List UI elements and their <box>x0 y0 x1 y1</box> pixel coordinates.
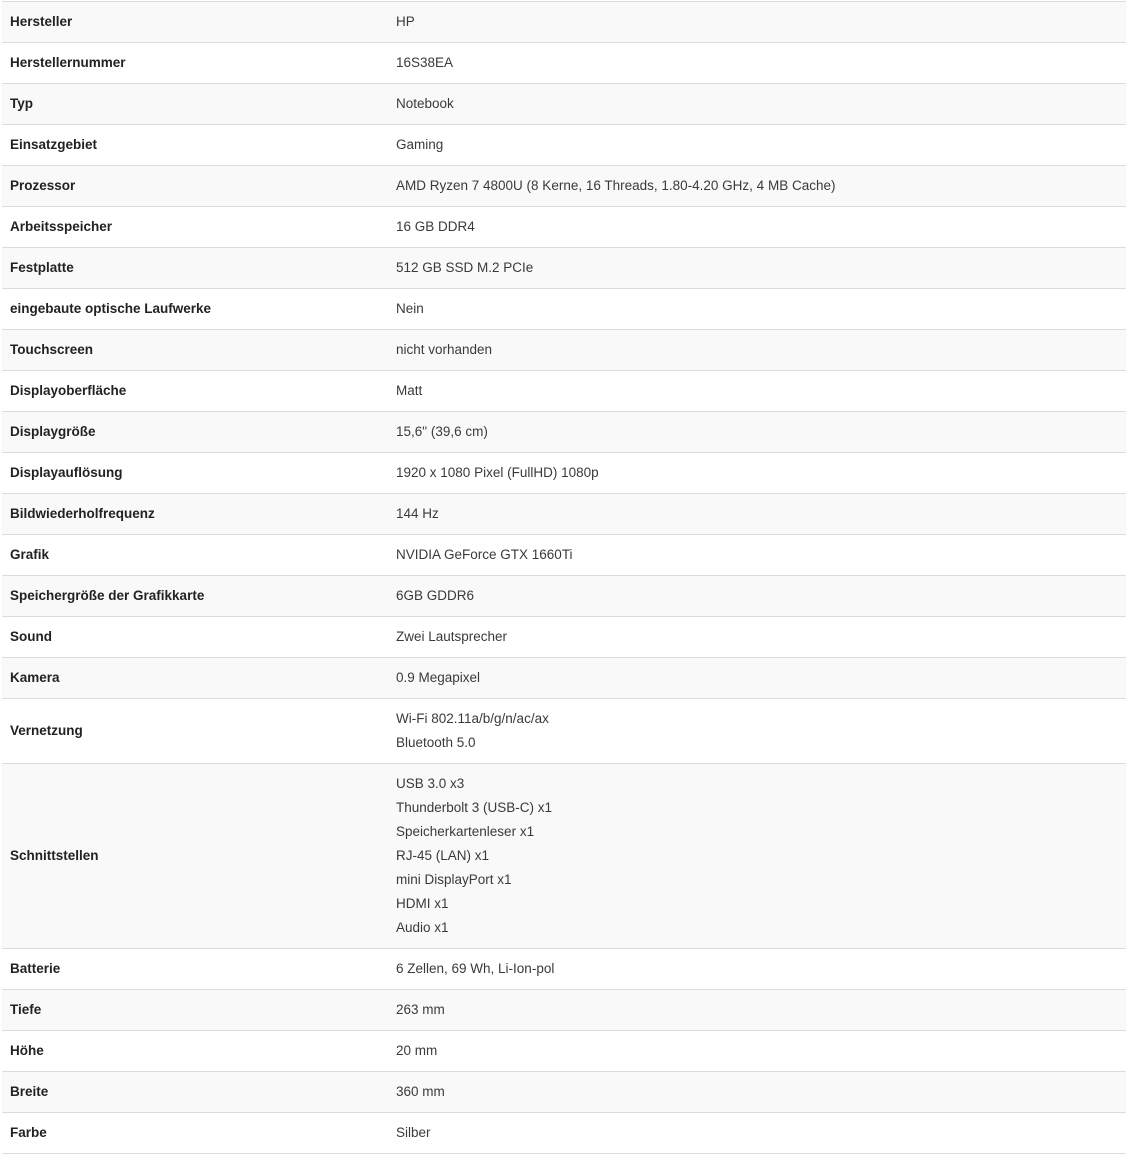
spec-value <box>396 453 1126 494</box>
spec-value-line: 15,6" (39,6 cm) <box>396 424 488 439</box>
spec-value <box>396 1031 1126 1072</box>
spec-value-line: Thunderbolt 3 (USB-C) x1 <box>396 800 553 815</box>
spec-value <box>396 289 1126 330</box>
spec-label: Grafik <box>2 535 396 576</box>
spec-label: Tiefe <box>2 990 396 1031</box>
spec-value <box>396 330 1126 371</box>
spec-table <box>2 1 1126 1154</box>
spec-row <box>2 2 1126 43</box>
spec-label: Höhe <box>2 1031 396 1072</box>
spec-label: Farbe <box>2 1113 396 1154</box>
spec-row <box>2 453 1126 494</box>
spec-value-line: 20 mm <box>396 1043 438 1058</box>
spec-value-line: USB 3.0 x3 <box>396 776 465 791</box>
spec-value <box>396 1072 1126 1113</box>
spec-value-line: 6 Zellen, 69 Wh, Li-Ion-pol <box>396 961 555 976</box>
spec-row <box>2 166 1126 207</box>
spec-row <box>2 1113 1126 1154</box>
spec-value-line: Gaming <box>396 137 444 152</box>
spec-row <box>2 330 1126 371</box>
spec-label: Schnittstellen <box>2 764 396 949</box>
spec-row <box>2 125 1126 166</box>
spec-row <box>2 43 1126 84</box>
spec-row <box>2 1031 1126 1072</box>
spec-value-line: 512 GB SSD M.2 PCIe <box>396 260 534 275</box>
spec-row <box>2 371 1126 412</box>
spec-table-body <box>2 2 1126 1154</box>
spec-label: eingebaute optische Laufwerke <box>2 289 396 330</box>
spec-row <box>2 617 1126 658</box>
spec-value-line: Speicherkartenleser x1 <box>396 824 535 839</box>
spec-value <box>396 43 1126 84</box>
spec-value-line: 263 mm <box>396 1002 445 1017</box>
spec-value-line: nicht vorhanden <box>396 342 493 357</box>
spec-value <box>396 207 1126 248</box>
spec-label: Touchscreen <box>2 330 396 371</box>
spec-value-line: RJ-45 (LAN) x1 <box>396 848 490 863</box>
spec-row <box>2 1072 1126 1113</box>
spec-value <box>396 990 1126 1031</box>
spec-value <box>396 494 1126 535</box>
spec-value <box>396 248 1126 289</box>
spec-value <box>396 371 1126 412</box>
spec-value-line: 16 GB DDR4 <box>396 219 475 234</box>
spec-label: Speichergröße der Grafikkarte <box>2 576 396 617</box>
spec-value <box>396 658 1126 699</box>
spec-value <box>396 617 1126 658</box>
spec-value-line: Notebook <box>396 96 454 111</box>
spec-row <box>2 412 1126 453</box>
spec-value <box>396 1113 1126 1154</box>
spec-row <box>2 658 1126 699</box>
spec-label: Herstellernummer <box>2 43 396 84</box>
spec-row <box>2 535 1126 576</box>
spec-value-line: Audio x1 <box>396 920 449 935</box>
spec-row <box>2 764 1126 949</box>
spec-value <box>396 576 1126 617</box>
spec-label: Kamera <box>2 658 396 699</box>
spec-value-line: Zwei Lautsprecher <box>396 629 508 644</box>
spec-value <box>396 125 1126 166</box>
spec-value-line: HP <box>396 14 415 29</box>
spec-label: Displayoberfläche <box>2 371 396 412</box>
spec-row <box>2 576 1126 617</box>
spec-label: Sound <box>2 617 396 658</box>
spec-value-line: 0.9 Megapixel <box>396 670 481 685</box>
spec-value-line: 6GB GDDR6 <box>396 588 475 603</box>
spec-label: Displaygröße <box>2 412 396 453</box>
spec-row <box>2 699 1126 764</box>
spec-row <box>2 248 1126 289</box>
spec-value <box>396 535 1126 576</box>
spec-value-line: 16S38EA <box>396 55 454 70</box>
spec-label: Bildwiederholfrequenz <box>2 494 396 535</box>
spec-value <box>396 2 1126 43</box>
spec-label: Displayauflösung <box>2 453 396 494</box>
spec-label: Prozessor <box>2 166 396 207</box>
spec-row <box>2 949 1126 990</box>
spec-label: Breite <box>2 1072 396 1113</box>
spec-value-line: 360 mm <box>396 1084 445 1099</box>
spec-value-line: Nein <box>396 301 424 316</box>
spec-label: Batterie <box>2 949 396 990</box>
spec-label: Hersteller <box>2 2 396 43</box>
spec-value-line: 1920 x 1080 Pixel (FullHD) 1080p <box>396 465 599 480</box>
spec-value <box>396 949 1126 990</box>
spec-value <box>396 764 1126 949</box>
spec-row <box>2 289 1126 330</box>
spec-value-line: mini DisplayPort x1 <box>396 872 512 887</box>
spec-value-line: Matt <box>396 383 423 398</box>
spec-value-line: NVIDIA GeForce GTX 1660Ti <box>396 547 573 562</box>
spec-label: Vernetzung <box>2 699 396 764</box>
spec-value <box>396 166 1126 207</box>
spec-value-line: Silber <box>396 1125 431 1140</box>
spec-row <box>2 494 1126 535</box>
spec-value-line: AMD Ryzen 7 4800U (8 Kerne, 16 Threads, 1.80-4.20 GHz, 4 MB Cache) <box>396 178 836 193</box>
spec-value <box>396 84 1126 125</box>
spec-row <box>2 207 1126 248</box>
spec-value-line: HDMI x1 <box>396 896 449 911</box>
spec-value-line: Bluetooth 5.0 <box>396 735 476 750</box>
spec-value <box>396 699 1126 764</box>
spec-label: Typ <box>2 84 396 125</box>
spec-row <box>2 990 1126 1031</box>
spec-value-line: 144 Hz <box>396 506 439 521</box>
spec-label: Festplatte <box>2 248 396 289</box>
spec-label: Arbeitsspeicher <box>2 207 396 248</box>
spec-label: Einsatzgebiet <box>2 125 396 166</box>
spec-value <box>396 412 1126 453</box>
spec-row <box>2 84 1126 125</box>
spec-value-line: Wi-Fi 802.11a/b/g/n/ac/ax <box>396 711 549 726</box>
